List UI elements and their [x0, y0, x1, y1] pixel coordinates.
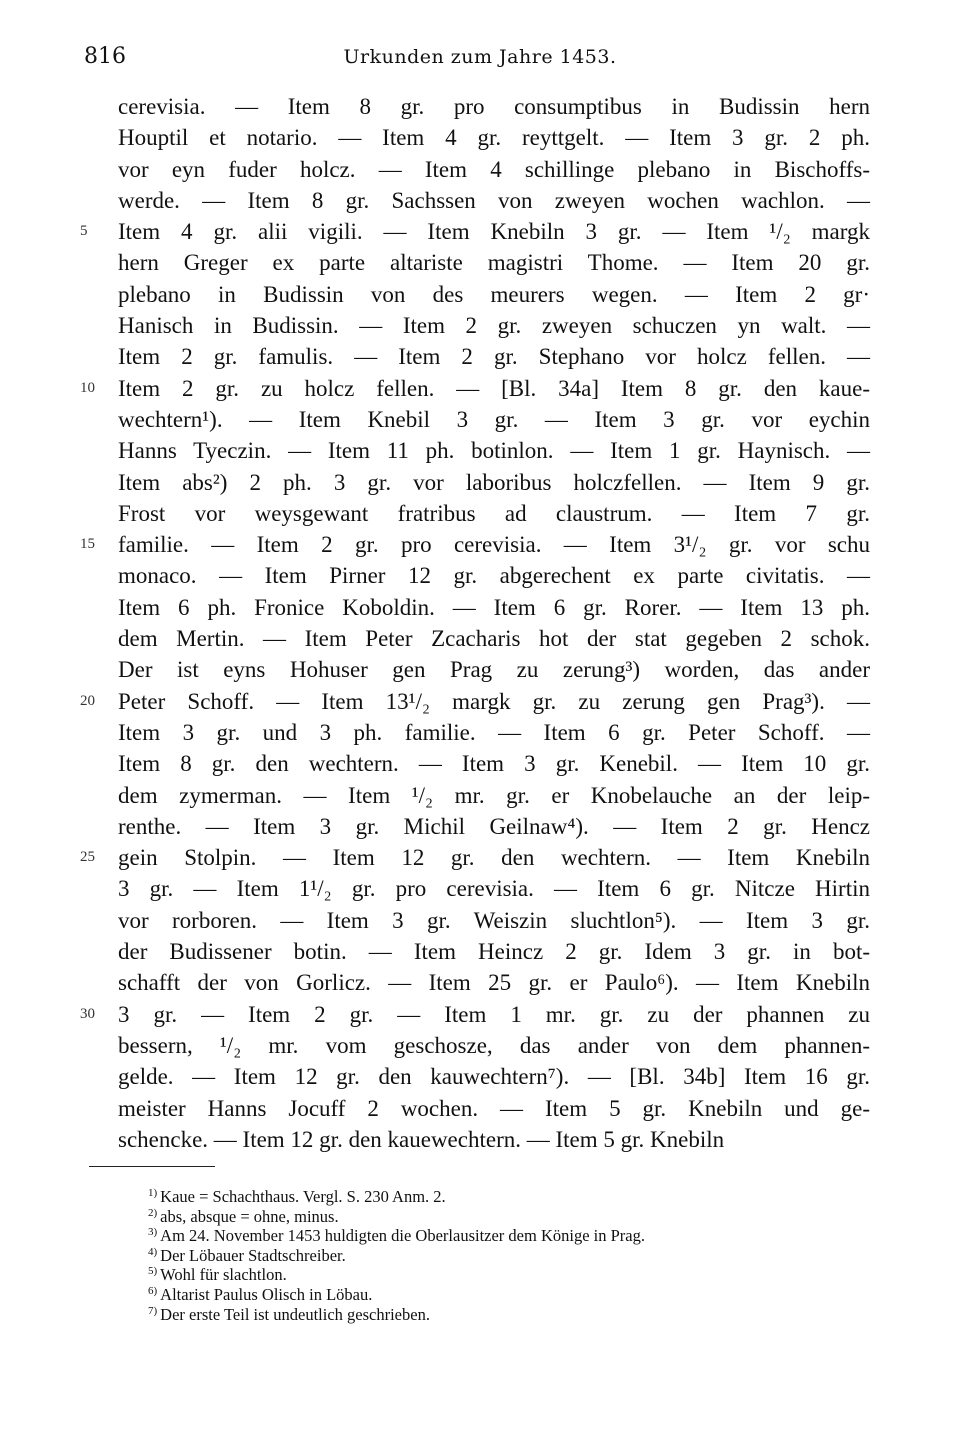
text-line [118, 1030, 870, 1061]
footnote [148, 1184, 868, 1204]
text-line [118, 498, 870, 529]
line-text: Item 4 gr. alii vigili. — Item Knebiln 3 gr. — Item ¹/₂ margk [118, 219, 870, 245]
text-line [118, 811, 870, 842]
text-line [118, 91, 870, 122]
line-text: Item 3 gr. und 3 ph. familie. — Item 6 gr. Peter Schoff. — [118, 719, 870, 745]
text-line [118, 247, 870, 278]
footnote [148, 1302, 868, 1322]
line-text: Item 2 gr. famulis. — Item 2 gr. Stephano vor holcz fellen. — [118, 344, 870, 370]
footnote [148, 1223, 868, 1246]
line-text: Item 6 ph. Fronice Koboldin. — Item 6 gr. Rorer. — Item 13 ph. [118, 594, 870, 620]
line-number: 30 [80, 1005, 95, 1022]
line-text: Peter Schoff. — Item 13¹/₂ margk gr. zu zerung gen Prag³). — [118, 688, 870, 714]
text-line [80, 999, 870, 1030]
text-line [118, 1124, 870, 1155]
running-head: Urkunden zum Jahre 1453. [343, 46, 617, 68]
line-text: gelde. — Item 12 gr. den kauwechtern⁷). — [Bl. 34b] Item 16 gr. [118, 1064, 870, 1090]
text-line [118, 967, 870, 998]
footnotes [148, 1184, 868, 1324]
footnote-text: Kaue = Schachthaus. Vergl. S. 230 Anm. 2. [160, 1187, 446, 1206]
text-line [118, 748, 870, 779]
text-line [118, 467, 870, 498]
text-line [118, 1061, 870, 1092]
text-line [118, 936, 870, 967]
line-text: dem zymerman. — Item ¹/₂ mr. gr. er Knobelauche an der leip- [118, 782, 870, 808]
line-text: 3 gr. — Item 2 gr. — Item 1 mr. gr. zu der phannen zu [118, 1001, 870, 1027]
text-line [118, 1093, 870, 1124]
line-text: vor eyn fuder holcz. — Item 4 schillinge plebano in Bischoffs- [118, 156, 870, 182]
footnote-mark: 1) [148, 1187, 158, 1199]
line-text: plebano in Budissin von des meurers wegen. — Item 2 gr· [118, 281, 870, 307]
line-text: 3 gr. — Item 1¹/₂ gr. pro cerevisia. — Item 6 gr. Nitcze Hirtin [118, 876, 870, 902]
footnote [148, 1204, 868, 1224]
line-text: Item 2 gr. zu holcz fellen. — [Bl. 34a] Item 8 gr. den kaue- [118, 375, 870, 401]
line-text: familie. — Item 2 gr. pro cerevisia. — Item 3¹/₂ gr. vor schu [118, 532, 870, 558]
line-text: Item abs²) 2 ph. 3 gr. vor laboribus holczfellen. — Item 9 gr. [118, 469, 870, 495]
line-text: der Budissener botin. — Item Heincz 2 gr. Idem 3 gr. in bot- [118, 939, 870, 965]
line-text: werde. — Item 8 gr. Sachssen von zweyen wochen wachlon. — [118, 187, 870, 213]
line-text: cerevisia. — Item 8 gr. pro consumptibus in Budissin hern [118, 94, 870, 119]
footnote-mark: 2) [148, 1206, 158, 1219]
footnote-text: Der erste Teil ist undeutlich geschrieben. [160, 1304, 430, 1324]
line-text: dem Mertin. — Item Peter Zcacharis hot der stat gegeben 2 schok. [118, 626, 870, 652]
footnote-divider [89, 1166, 215, 1167]
footnote-text: Der Löbauer Stadtschreiber. [160, 1245, 346, 1265]
body-text [80, 91, 870, 1155]
footnote-mark: 4) [148, 1245, 158, 1258]
text-line [118, 592, 870, 623]
text-line [118, 905, 870, 936]
footnote-text: Altarist Paulus Olisch in Löbau. [160, 1284, 373, 1304]
footnote-mark: 6) [148, 1284, 158, 1297]
text-line [118, 279, 870, 310]
line-text: Hanisch in Budissin. — Item 2 gr. zweyen schuczen yn walt. — [118, 313, 870, 339]
line-text: Der ist eyns Hohuser gen Prag zu zerung³) worden, das ander [118, 657, 870, 683]
line-text: schafft der von Gorlicz. — Item 25 gr. er Paulo⁶). — Item Knebiln [118, 970, 870, 996]
footnote-text: Wohl für slachtlon. [160, 1265, 287, 1285]
line-text: Frost vor weysgewant fratribus ad claustrum. — Item 7 gr. [118, 500, 870, 526]
text-line [118, 154, 870, 185]
footnote [148, 1243, 868, 1263]
footnote-mark: 7) [148, 1304, 158, 1317]
text-line [80, 216, 870, 247]
line-text: monaco. — Item Pirner 12 gr. abgerechent ex parte civitatis. — [118, 563, 870, 589]
text-line [118, 185, 870, 216]
text-line [118, 654, 870, 685]
line-text: Hanns Tyeczin. — Item 11 ph. botinlon. — Item 1 gr. Haynisch. — [118, 438, 870, 464]
text-line [118, 122, 870, 153]
line-text: wechtern¹). — Item Knebil 3 gr. — Item 3 gr. vor eychin [118, 406, 870, 432]
line-number: 5 [80, 223, 88, 240]
line-text: Item 8 gr. den wechtern. — Item 3 gr. Kenebil. — Item 10 gr. [118, 751, 870, 777]
line-number: 25 [80, 849, 95, 866]
footnote-text: Am 24. November 1453 huldigten die Oberlausitzer dem Könige in Prag. [160, 1226, 645, 1246]
text-line [118, 717, 870, 748]
text-line [118, 623, 870, 654]
text-line [118, 560, 870, 591]
footnote-mark: 5) [148, 1265, 158, 1278]
text-line [118, 435, 870, 466]
line-text: schencke. — Item 12 gr. den kauewechtern. — Item 5 gr. Knebiln [118, 1126, 725, 1152]
line-text: meister Hanns Jocuff 2 wochen. — Item 5 gr. Knebiln und ge- [118, 1095, 870, 1121]
line-text: Houptil et notario. — Item 4 gr. reyttgelt. — Item 3 gr. 2 ph. [118, 125, 870, 151]
line-number: 15 [80, 536, 95, 553]
line-text: renthe. — Item 3 gr. Michil Geilnaw⁴). — Item 2 gr. Hencz [118, 813, 870, 839]
line-text: bessern, ¹/₂ mr. vom geschosze, das ander von dem phannen- [118, 1032, 870, 1058]
footnote [148, 1262, 868, 1285]
text-line [80, 373, 870, 404]
text-line [118, 310, 870, 341]
page-number: 816 [84, 44, 126, 69]
text-line [118, 341, 870, 372]
line-number: 20 [80, 692, 95, 709]
line-text: hern Greger ex parte altariste magistri Thome. — Item 20 gr. [118, 250, 870, 276]
text-line [80, 842, 870, 873]
text-line [118, 873, 870, 904]
footnote-text: abs, absque = ohne, minus. [160, 1206, 339, 1226]
text-line [80, 686, 870, 717]
text-line [118, 404, 870, 435]
line-text: gein Stolpin. — Item 12 gr. den wechtern. — Item Knebiln [118, 845, 870, 871]
footnote-mark: 3) [148, 1226, 158, 1239]
text-line [118, 780, 870, 811]
line-text: vor rorboren. — Item 3 gr. Weiszin sluchtlon⁵). — Item 3 gr. [118, 907, 870, 933]
line-number: 10 [80, 379, 95, 396]
text-line [80, 529, 870, 560]
footnote [148, 1282, 868, 1302]
